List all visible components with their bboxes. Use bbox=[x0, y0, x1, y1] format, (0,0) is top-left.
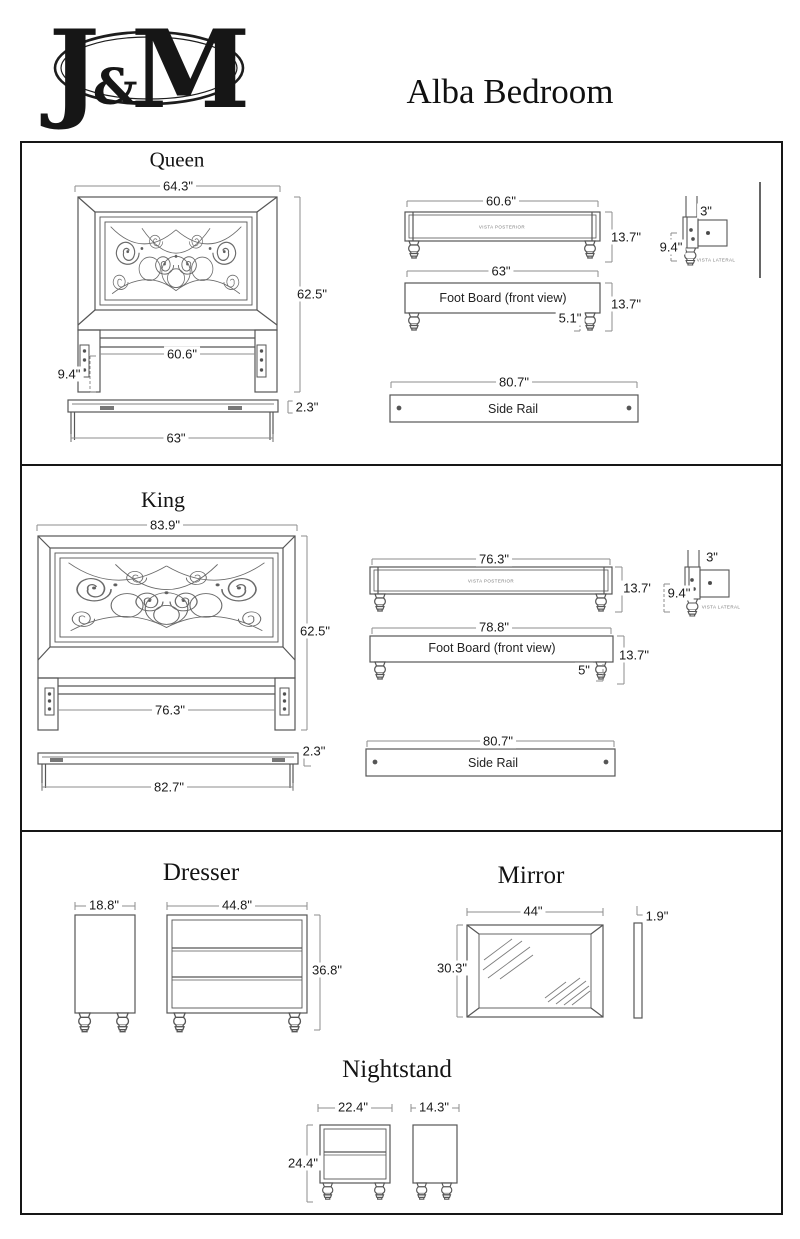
queen-title: Queen bbox=[149, 147, 205, 172]
king-headboard-drawing bbox=[38, 536, 298, 790]
queen-rail-label: Side Rail bbox=[487, 402, 539, 416]
queen-rail-width: 80.7" bbox=[496, 375, 532, 390]
nightstand-title: Nightstand bbox=[342, 1056, 452, 1083]
queen-side-view-label: VISTA LATERAL bbox=[696, 257, 736, 263]
king-fb-front-label: Foot Board (front view) bbox=[428, 641, 556, 655]
nightstand-drawing bbox=[307, 1104, 459, 1202]
queen-fb-front-height: 13.7" bbox=[608, 297, 644, 312]
logo-letter-j: J bbox=[48, 7, 100, 133]
queen-fb-front-width: 63" bbox=[488, 264, 513, 279]
page-title: Alba Bedroom bbox=[406, 72, 614, 111]
queen-fb-rear-height: 13.7" bbox=[608, 230, 644, 245]
queen-headboard-drawing bbox=[68, 197, 278, 442]
king-fb-front-height: 13.7" bbox=[616, 648, 652, 663]
nightstand-front-width: 22.4" bbox=[335, 1100, 371, 1115]
queen-side-height: 9.4" bbox=[657, 240, 686, 255]
queen-top-width: 63" bbox=[163, 431, 188, 446]
king-rail-width: 80.7" bbox=[480, 734, 516, 749]
nightstand-height: 24.4" bbox=[285, 1156, 321, 1171]
queen-hb-width: 64.3" bbox=[160, 179, 196, 194]
queen-fb-rear-width: 60.6" bbox=[483, 194, 519, 209]
mirror-height: 30.3" bbox=[434, 961, 470, 976]
dresser-height: 36.8" bbox=[309, 963, 345, 978]
king-fb-rear-height: 13.7' bbox=[620, 581, 654, 596]
king-side-view-label: VISTA LATERAL bbox=[701, 604, 741, 610]
queen-fb-front-leg: 5.1" bbox=[556, 311, 585, 326]
dresser-drawing bbox=[75, 902, 320, 1032]
mirror-width: 44" bbox=[520, 904, 545, 919]
queen-hb-inner-width: 60.6" bbox=[164, 347, 200, 362]
king-fb-rear-view-label: VISTA POSTERIOR bbox=[467, 578, 515, 584]
king-hb-inner-width: 76.3" bbox=[152, 703, 188, 718]
queen-footboard-rear-drawing bbox=[405, 212, 600, 258]
king-fb-front-leg: 5" bbox=[575, 663, 593, 678]
king-footboard-rear-drawing bbox=[370, 567, 612, 611]
mirror-depth: 1.9" bbox=[643, 909, 672, 924]
logo-letter-m: M bbox=[130, 7, 251, 133]
king-rail-label: Side Rail bbox=[467, 756, 519, 770]
king-fb-rear-width: 76.3" bbox=[476, 552, 512, 567]
queen-fb-rear-view-label: VISTA POSTERIOR bbox=[478, 224, 526, 230]
queen-hb-leg-height: 9.4" bbox=[55, 367, 84, 382]
king-fb-front-width: 78.8" bbox=[476, 620, 512, 635]
queen-side-width: 3" bbox=[697, 204, 715, 219]
queen-hb-height: 62.5" bbox=[294, 287, 330, 302]
king-headboard-dimensions bbox=[37, 525, 311, 791]
king-side-width: 3" bbox=[703, 550, 721, 565]
king-hb-width: 83.9" bbox=[147, 518, 183, 533]
king-top-width: 82.7" bbox=[151, 780, 187, 795]
king-top-thickness: 2.3" bbox=[300, 744, 329, 759]
nightstand-side-width: 14.3" bbox=[416, 1100, 452, 1115]
king-hb-height: 62.5" bbox=[297, 624, 333, 639]
mirror-title: Mirror bbox=[497, 862, 565, 889]
queen-top-thickness: 2.3" bbox=[293, 400, 322, 415]
logo-ampersand: & bbox=[92, 57, 138, 116]
king-title: King bbox=[141, 487, 185, 512]
dresser-title: Dresser bbox=[162, 859, 240, 886]
dresser-side-width: 18.8" bbox=[86, 898, 122, 913]
queen-side-view-drawing bbox=[671, 182, 760, 278]
king-side-height: 9.4" bbox=[665, 586, 694, 601]
queen-fb-front-label: Foot Board (front view) bbox=[439, 291, 567, 305]
mirror-drawing bbox=[457, 906, 648, 1018]
dresser-front-width: 44.8" bbox=[219, 898, 255, 913]
